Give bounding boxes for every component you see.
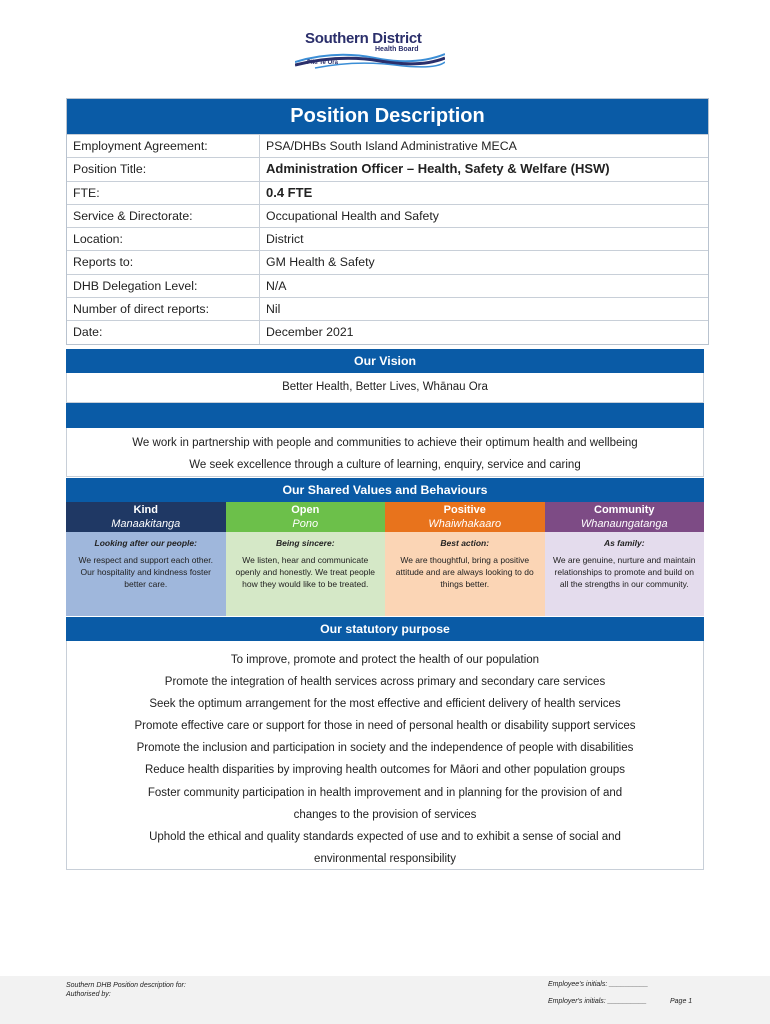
- value-subheading: Being sincere:: [275, 538, 335, 548]
- value-maori-name: Whaiwhakaaro: [428, 518, 502, 530]
- purpose-list: [66, 641, 704, 870]
- value-column-community: [545, 502, 705, 616]
- value-header: [545, 502, 705, 532]
- pd-row-label: Position Title:: [67, 158, 260, 180]
- wave-icon: [295, 48, 445, 70]
- position-description-rows: [67, 134, 708, 344]
- value-subheading: As family:: [603, 538, 645, 548]
- value-header: [385, 502, 545, 532]
- value-description: We are thoughtful, bring a positive attitude and are always looking to do things better.: [395, 555, 534, 589]
- value-body: [66, 532, 226, 616]
- pd-row-label: Location:: [67, 228, 260, 250]
- purpose-line: Foster community participation in health improvement and in planning for the provision of and: [147, 786, 623, 799]
- value-body: [385, 532, 545, 616]
- value-column-kind: [66, 502, 226, 616]
- values-section: [66, 478, 704, 616]
- vision-text: Better Health, Better Lives, Whānau Ora: [66, 373, 704, 403]
- values-heading: Our Shared Values and Behaviours: [66, 478, 704, 502]
- value-name: Open: [291, 504, 320, 516]
- pd-row-label: DHB Delegation Level:: [67, 275, 260, 297]
- value-header: [66, 502, 226, 532]
- employer-initials: Employer's initials: __________: [548, 998, 647, 1005]
- position-description-table: [66, 98, 709, 345]
- pd-row-value: Administration Officer – Health, Safety & Welfare (HSW): [266, 161, 610, 177]
- pd-row: [67, 274, 708, 297]
- pd-row-value: 0.4 FTE: [266, 184, 313, 200]
- value-body: [545, 532, 705, 616]
- pd-row: [67, 320, 708, 343]
- pd-row: [67, 134, 708, 157]
- pd-row-label: Date:: [67, 321, 260, 343]
- value-maori-name: Manaakitanga: [111, 518, 181, 530]
- pd-row: [67, 204, 708, 227]
- pd-row: [67, 157, 708, 180]
- pd-row: [67, 297, 708, 320]
- purpose-line: To improve, promote and protect the health of our population: [230, 654, 540, 666]
- position-description-title: Position Description: [67, 99, 708, 134]
- pd-row-label: Reports to:: [67, 251, 260, 273]
- footer-description-label: Southern DHB Position description for:: [66, 982, 186, 989]
- pd-row-value: GM Health & Safety: [266, 255, 375, 270]
- value-subheading: Best action:: [440, 538, 490, 548]
- purpose-heading: Our statutory purpose: [66, 617, 704, 641]
- pd-row-label: Number of direct reports:: [67, 298, 260, 320]
- purpose-line: Uphold the ethical and quality standards expected of use and to exhibit a sense of social and: [149, 830, 621, 843]
- pd-row-label: Service & Directorate:: [67, 205, 260, 227]
- pd-row-value: Nil: [266, 302, 281, 317]
- value-column-positive: [385, 502, 545, 616]
- value-name: Community: [594, 504, 655, 516]
- values-grid: [66, 502, 704, 616]
- pd-row-value: December 2021: [266, 325, 354, 340]
- pd-row-label: Employment Agreement:: [67, 135, 260, 157]
- logo-title: Southern District: [305, 30, 422, 47]
- vision-heading: Our Vision: [66, 349, 704, 373]
- footer-left: [66, 981, 186, 999]
- mission-line-1: We work in partnership with people and communities to achieve their optimum health and wellbeing: [132, 437, 638, 449]
- purpose-line: Promote effective care or support for those in need of personal health or disability support services: [134, 720, 636, 733]
- purpose-line: environmental responsibility: [314, 852, 456, 865]
- employee-initials: Employee's initials: __________: [548, 981, 649, 988]
- vision-section: [66, 349, 704, 477]
- value-description: We listen, hear and communicate openly and honestly. We treat people how they would like to be treated.: [235, 555, 376, 589]
- purpose-line: Reduce health disparities by improving health outcomes for Māori and other population groups: [144, 764, 626, 777]
- purpose-section: [66, 617, 704, 870]
- pd-row-value: N/A: [266, 278, 287, 293]
- value-column-open: [226, 502, 386, 616]
- pd-row: [67, 250, 708, 273]
- purpose-line: changes to the provision of services: [293, 808, 477, 821]
- pd-row: [67, 227, 708, 250]
- page-number: Page 1: [670, 998, 693, 1005]
- value-maori-name: Pono: [292, 518, 319, 530]
- value-subheading: Looking after our people:: [94, 538, 197, 548]
- mission-block: [66, 428, 704, 477]
- footer-authorised-label: Authorised by:: [66, 991, 111, 998]
- logo-subtitle: Health Board: [375, 46, 419, 53]
- pd-row-value: Occupational Health and Safety: [266, 208, 439, 223]
- pd-row-value: PSA/DHBs South Island Administrative MECA: [266, 139, 517, 153]
- value-description: We are genuine, nurture and maintain relationships to promote and build on all the strengths in our community.: [552, 555, 696, 589]
- value-body: [226, 532, 386, 616]
- pd-row-label: FTE:: [67, 182, 260, 204]
- value-name: Positive: [443, 504, 486, 516]
- value-name: Kind: [133, 504, 158, 516]
- page-footer: [0, 976, 770, 1024]
- purpose-line: Promote the inclusion and participation in society and the independence of people with disabilities: [136, 742, 634, 755]
- value-header: [226, 502, 386, 532]
- value-description: We respect and support each other. Our hospitality and kindness foster better care.: [78, 555, 213, 589]
- purpose-line: Promote the integration of health services across primary and secondary care services: [164, 676, 606, 689]
- vision-divider-band: [66, 403, 704, 428]
- mission-line-2: We seek excellence through a culture of learning, enquiry, service and caring: [189, 459, 581, 471]
- pd-row-value: District: [266, 232, 304, 247]
- logo-tagline: Piki Te Ora: [307, 60, 338, 66]
- pd-row: [67, 181, 708, 204]
- sdhb-logo: [295, 30, 445, 75]
- purpose-line: Seek the optimum arrangement for the most effective and efficient delivery of health services: [149, 698, 621, 711]
- value-maori-name: Whanaungatanga: [580, 518, 668, 530]
